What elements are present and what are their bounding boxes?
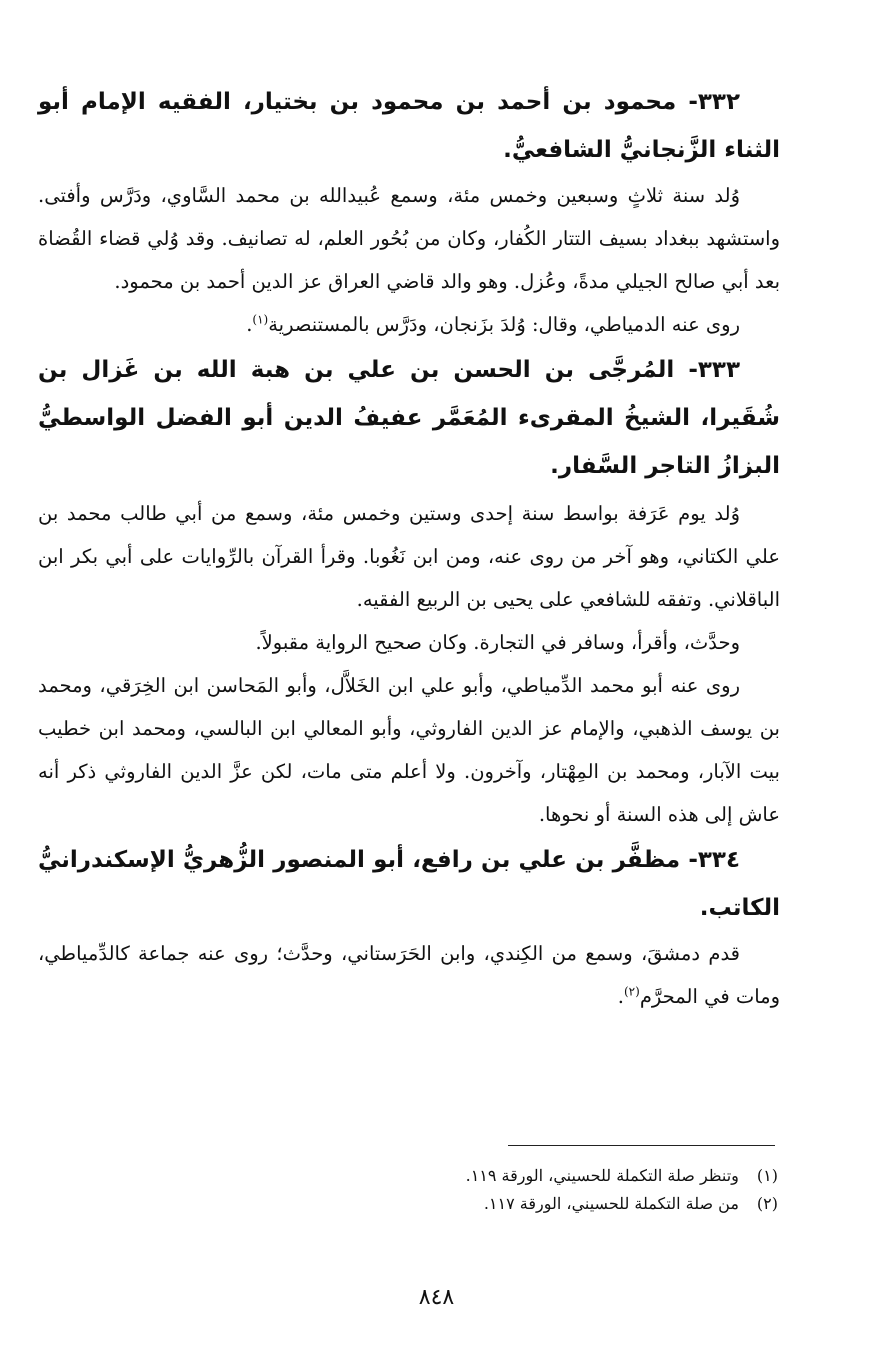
footnote-number: (١) (756, 1166, 778, 1185)
entry-paragraph-with-footnote: روى عنه الدمياطي، وقال: وُلدَ بزَنجان، ودَرَّس بالمستنصرية$^{(١)}$. (246, 312, 740, 336)
footnote-text: وتنظر صلة التكملة للحسيني، الورقة ١١٩. (465, 1166, 739, 1185)
page-body (38, 78, 780, 1018)
footnote-reference: (١) (252, 312, 269, 327)
entry-heading-332 (38, 78, 780, 174)
entry-number: ٣٣٣- (688, 357, 740, 383)
entry-paragraph: روى عنه أبو محمد الدِّمياطي، وأبو علي ابن الخَلاَّل، وأبو المَحاسن ابن الخِرَقي، ومحمد بن يوسف الذهبي، والإمام عز الدين الفاروثي، وأبو المعالي ابن البالسي، ومحمد ابن خطيب بيت الآبار، ومحمد بن المِهْتار، وآخرون. ولا أعلم متى مات، لكن عزَّ الدين الفاروثي ذكر أنه عاش إلى هذه السنة أو نحوها. (38, 674, 780, 826)
footnote-2 (40, 1190, 778, 1218)
entry-title: المُرجَّى بن الحسن بن علي بن هبة الله بن غَزال بن شُقَيرا، الشيخُ المقرىء المُعَمَّر عفيفُ الدين أبو الفضل الواسطيُّ البزازُ التاجر السَّفار. (38, 357, 780, 479)
footnote-divider (508, 1145, 775, 1146)
entry-number: ٣٣٢- (688, 89, 740, 115)
footnote-number: (٢) (756, 1194, 778, 1213)
entry-paragraph-text: روى عنه الدمياطي، وقال: وُلدَ بزَنجان، ودَرَّس بالمستنصرية (268, 313, 740, 336)
footnote-1 (40, 1162, 778, 1190)
entry-heading-334 (38, 836, 780, 932)
footnote-text: من صلة التكملة للحسيني، الورقة ١١٧. (483, 1194, 739, 1213)
entry-paragraph: وُلد سنة ثلاثٍ وسبعين وخمس مئة، وسمع عُبيدالله بن محمد السَّاوي، ودَرَّس وأفتى. واستشهد ببغداد بسيف التتار الكُفار، وكان من بُحُور العلم، له تصانيف. وقد وُلي قضاء القُضاة بعد أبي صالح الجيلي مدةً، وعُزل. وهو والد قاضي العراق عز الدين أحمد بن محمود. (38, 184, 780, 293)
page-number: ٨٤٨ (418, 1285, 455, 1310)
entry-paragraph-with-footnote: قدم دمشقَ، وسمع من الكِندي، وابن الحَرَستاني، وحدَّث؛ روى عنه جماعة كالدِّمياطي، ومات في المحرَّم$^{(٢)}$. (38, 942, 780, 1008)
entry-number: ٣٣٤- (688, 847, 740, 873)
entry-title: مظفَّر بن علي بن رافع، أبو المنصور الزُّهريُّ الإسكندرانيُّ الكاتب. (38, 847, 780, 921)
entry-paragraph: وُلد يوم عَرَفة بواسط سنة إحدى وستين وخمس مئة، وسمع من أبي طالب محمد بن علي الكتاني، وهو آخر من روى عنه، ومن ابن نَغُوبا. وقرأ القرآن بالرِّوايات على أبي بكر ابن الباقلاني. وتفقه للشافعي على يحيى بن الربيع الفقيه. (38, 502, 780, 611)
entry-paragraph-text: قدم دمشقَ، وسمع من الكِندي، وابن الحَرَستاني، وحدَّث؛ روى عنه جماعة كالدِّمياطي، ومات في المحرَّم (38, 942, 780, 1008)
footnotes (40, 1162, 778, 1218)
footnote-reference: (٢) (623, 984, 640, 999)
entry-heading-333 (38, 346, 780, 490)
entry-title: محمود بن أحمد بن محمود بن بختيار، الفقيه الإمام أبو الثناء الزَّنجانيُّ الشافعيُّ. (38, 89, 780, 163)
entry-paragraph: وحدَّث، وأقرأ، وسافر في التجارة. وكان صحيح الرواية مقبولاً. (255, 631, 740, 654)
